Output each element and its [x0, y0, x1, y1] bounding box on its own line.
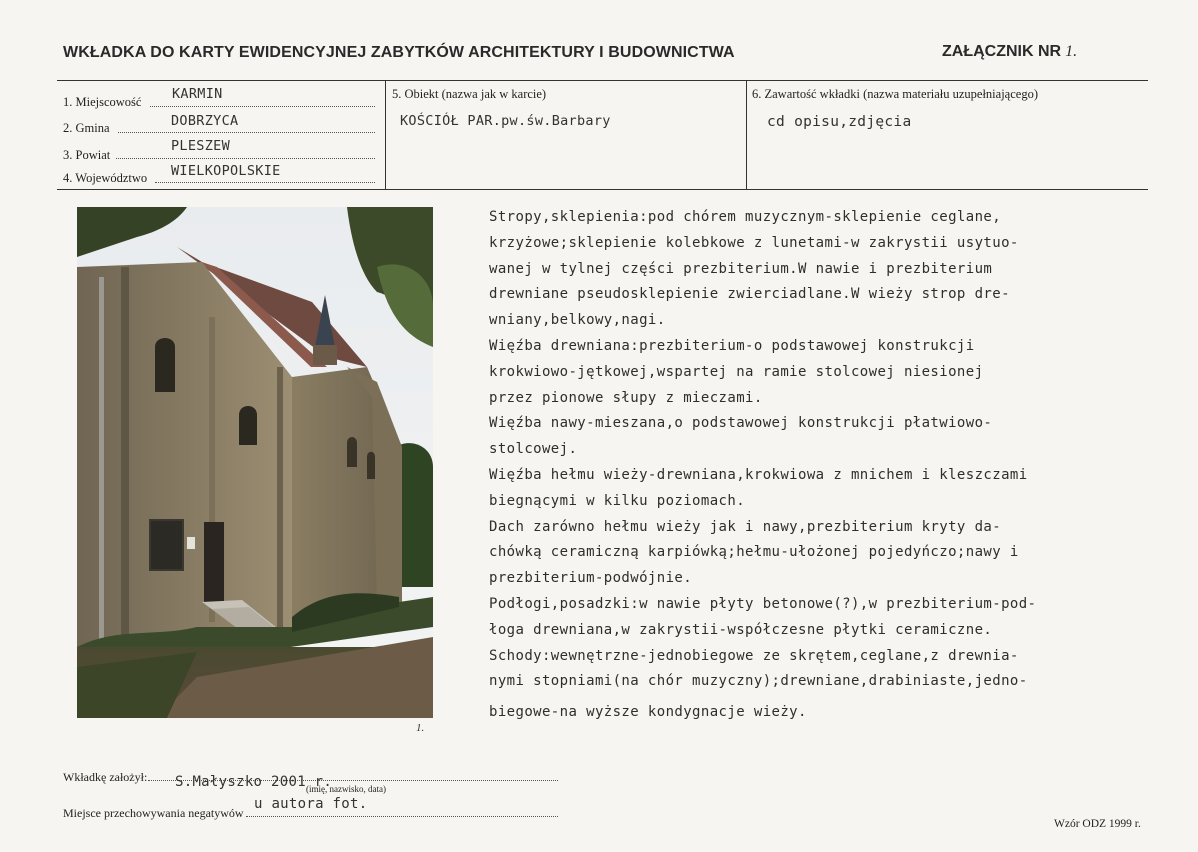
powiat-dotted-line [116, 158, 375, 159]
description-line: wniany,belkowy,nagi. [489, 312, 666, 329]
miejscowosc-value: KARMIN [172, 86, 223, 102]
description-line: Więźba drewniana:prezbiterium-o podstawowej konstrukcji [489, 337, 975, 354]
annex-label-text: ZAŁĄCZNIK NR [942, 43, 1062, 60]
gmina-dotted-line [118, 132, 375, 133]
negatives-dotted-line [246, 816, 558, 817]
miejscowosc-dotted-line [150, 106, 375, 107]
photo-number: 1. [416, 722, 425, 734]
form-reference: Wzór ODZ 1999 r. [1054, 818, 1141, 830]
description-line: Podłogi,posadzki:w nawie płyty betonowe(?),w prezbiterium-pod- [489, 595, 1037, 612]
description-line: Schody:wewnętrzne-jednobiegowe ze skrętem,ceglane,z drewnia- [489, 647, 1019, 664]
author-hint: (imię, nazwisko, data) [306, 784, 386, 794]
contents-label: 6. Zawartość wkładki (nazwa materiału uzupełniającego) [752, 87, 1038, 101]
annex-label [942, 43, 1077, 61]
negatives-label: Miejsce przechowywania negatywów [63, 806, 244, 820]
description-line: krzyżowe;sklepienie kolebkowe z lunetami-w zakrystii usytuo- [489, 234, 1019, 251]
contents-value: cd opisu,zdjęcia [767, 114, 912, 130]
description-line: łoga drewniana,w zakrystii-współczesne płytki ceramiczne. [489, 621, 993, 638]
document-title: WKŁADKA DO KARTY EWIDENCYJNEJ ZABYTKÓW ARCHITEKTURY I BUDOWNICTWA [63, 44, 735, 61]
description-line: drewniane pseudosklepienie zwierciadlane.W wieży strop dre- [489, 286, 1010, 303]
object-label: 5. Obiekt (nazwa jak w karcie) [392, 87, 547, 101]
negatives-value: u autora fot. [254, 796, 368, 812]
description-line: krokwiowo-jętkowej,wspartej na ramie stolcowej niesionej [489, 363, 984, 380]
annex-number: 1. [1065, 43, 1078, 60]
wojewodztwo-label: 4. Województwo [63, 171, 148, 185]
author-value: S.Małyszko 2001 r. [175, 774, 333, 790]
description-line: Dach zarówno hełmu wieży jak i nawy,prezbiterium kryty da- [489, 518, 1002, 535]
gmina-label: 2. Gmina [63, 121, 110, 135]
gmina-value: DOBRZYCA [171, 113, 239, 129]
column-divider-2 [746, 80, 747, 190]
powiat-value: PLESZEW [171, 138, 230, 154]
object-value: KOŚCIÓŁ PAR.pw.św.Barbary [400, 113, 611, 129]
author-label: Wkładkę założył: [63, 770, 148, 784]
table-bottom-rule [57, 189, 1148, 190]
powiat-label: 3. Powiat [63, 148, 111, 162]
description-line: biegowe-na wyższe kondygnacje wieży. [489, 704, 807, 721]
description-text [489, 205, 1129, 726]
description-line: Stropy,sklepienia:pod chórem muzycznym-sklepienie ceglane, [489, 209, 1002, 225]
description-line: chówką ceramiczną karpiówką;hełmu-ułożonej pojedyńczo;nawy i [489, 544, 1019, 561]
miejscowosc-label: 1. Miejscowość [63, 95, 142, 109]
description-line: przez pionowe słupy z mieczami. [489, 389, 763, 406]
column-divider-1 [385, 80, 386, 190]
description-line: nymi stopniami(na chór muzyczny);drewniane,drabiniaste,jedno- [489, 673, 1028, 690]
description-line: biegnącymi w kilku poziomach. [489, 492, 746, 509]
description-line: Więźba hełmu wieży-drewniana,krokwiowa z mnichem i kleszczami [489, 466, 1028, 483]
table-top-rule [57, 80, 1148, 81]
description-line: stolcowej. [489, 441, 578, 458]
church-photograph [77, 207, 433, 718]
description-line: wanej w tylnej części prezbiterium.W nawie i prezbiterium [489, 260, 993, 277]
wojewodztwo-value: WIELKOPOLSKIE [171, 163, 281, 179]
description-line: prezbiterium-podwójnie. [489, 570, 693, 587]
church-photo-image [77, 207, 433, 718]
description-line: Więźba nawy-mieszana,o podstawowej konstrukcji płatwiowo- [489, 415, 993, 432]
wojewodztwo-dotted-line [155, 182, 375, 183]
